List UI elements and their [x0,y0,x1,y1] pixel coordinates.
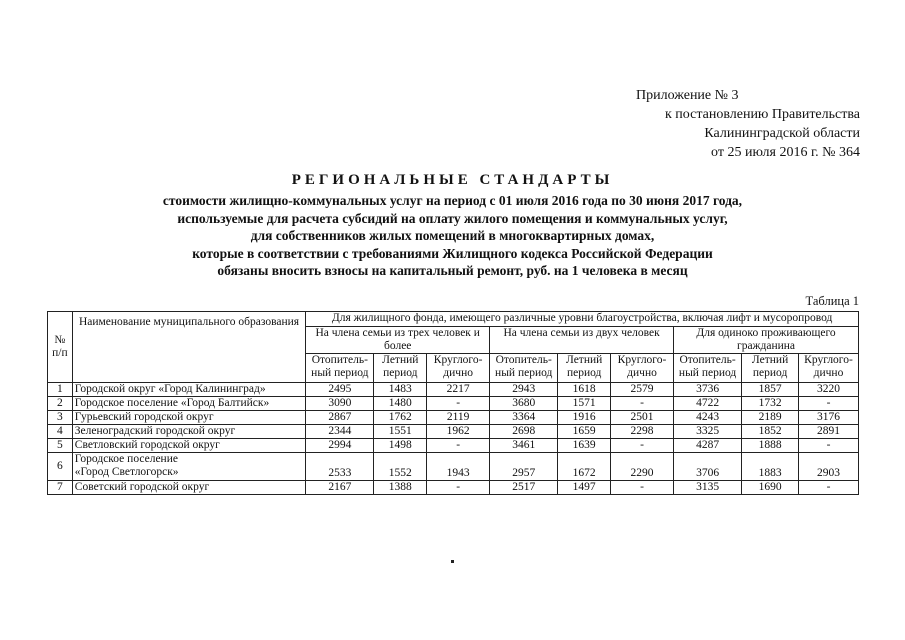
row-value: 2891 [799,425,859,439]
header-period: Отопитель-ный период [674,354,742,383]
row-value: 3736 [674,383,742,397]
table-row [48,439,859,453]
row-value: 2517 [490,481,558,495]
row-value: 3220 [799,383,859,397]
subtitle-line: используемые для расчета субсидий на оплату жилого помещения и коммунальных услуг, [177,210,728,226]
row-value: 1962 [427,425,490,439]
row-value: 2943 [490,383,558,397]
appendix-block [620,86,860,162]
row-value: 1639 [558,439,611,453]
row-value: 1552 [374,453,427,481]
row-value: - [427,481,490,495]
subtitle-line: которые в соответствии с требованиями Жилищного кодекса Российской Федерации [192,245,713,261]
row-value: 4287 [674,439,742,453]
header-subgroup-two: На члена семьи из двух человек [490,327,674,354]
row-value: 1551 [374,425,427,439]
row-value: 1888 [742,439,799,453]
subtitle-line: стоимости жилищно-коммунальных услуг на период с 01 июля 2016 года по 30 июня 2017 года, [162,193,743,208]
row-municipality: Городское поселение «Город Балтийск» [72,397,305,411]
row-value: 2867 [306,411,374,425]
header-subgroup-single: Для одиноко проживающего гражданина [674,327,859,354]
row-value: 2903 [799,453,859,481]
row-value: 2167 [306,481,374,495]
row-value: - [427,439,490,453]
appendix-line-4: от 25 июля 2016 г. № 364 [711,145,860,160]
row-value: 2957 [490,453,558,481]
row-value: - [799,397,859,411]
row-number: 4 [48,425,73,439]
row-number: 7 [48,481,73,495]
municipality-line: Городское поселение [74,453,178,465]
row-value: 1690 [742,481,799,495]
header-period: Отопитель-ный период [490,354,558,383]
row-municipality [72,453,305,481]
row-value: 4722 [674,397,742,411]
row-value: 3090 [306,397,374,411]
header-period: Круглого-дично [799,354,859,383]
appendix-line-3: Калининградской области [704,126,860,141]
municipality-line: «Город Светлогорск» [74,466,179,478]
row-value: 3176 [799,411,859,425]
row-value: 2290 [611,453,674,481]
row-value: - [799,481,859,495]
subtitle-line: обязаны вносить взносы на капитальный ремонт, руб. на 1 человека в месяц [217,263,688,278]
row-value: 2189 [742,411,799,425]
subtitle-line: для собственников жилых помещений в многоквартирных домах, [250,228,655,243]
row-value: 1916 [558,411,611,425]
row-value: 1480 [374,397,427,411]
row-value: 2298 [611,425,674,439]
row-value: 2501 [611,411,674,425]
header-period: Летний период [374,354,427,383]
row-value: 1483 [374,383,427,397]
row-value: 3706 [674,453,742,481]
row-value: 2344 [306,425,374,439]
row-value: 1618 [558,383,611,397]
appendix-line-1: Приложение № 3 [636,88,739,103]
row-value: 1732 [742,397,799,411]
table-row [48,453,859,481]
row-number: 1 [48,383,73,397]
row-value: 2495 [306,383,374,397]
table-row [48,383,859,397]
row-value: - [799,439,859,453]
row-value: - [611,397,674,411]
header-period: Круглого-дично [427,354,490,383]
row-value: 1672 [558,453,611,481]
row-value: 1762 [374,411,427,425]
row-value: 3461 [490,439,558,453]
row-value: - [611,481,674,495]
row-municipality: Городской округ «Город Калининград» [72,383,305,397]
row-municipality: Советский городской округ [72,481,305,495]
row-value: 1498 [374,439,427,453]
appendix-line-2: к постановлению Правительства [664,107,860,122]
row-value: 1388 [374,481,427,495]
row-value: 2698 [490,425,558,439]
scan-speck [451,560,454,563]
row-value: 1857 [742,383,799,397]
row-municipality: Гурьевский городской округ [72,411,305,425]
table-row [48,397,859,411]
row-value: 1659 [558,425,611,439]
row-value: - [427,397,490,411]
row-value: 3364 [490,411,558,425]
table-row [48,481,859,495]
row-number: 6 [48,453,73,481]
header-subgroup-three: На члена семьи из трех человек и более [306,327,490,354]
row-value: 3680 [490,397,558,411]
row-number: 2 [48,397,73,411]
row-value: 1497 [558,481,611,495]
table-row [48,411,859,425]
row-value: 3135 [674,481,742,495]
header-period: Летний период [742,354,799,383]
header-name: Наименование муниципального образования [72,312,305,383]
row-number: 5 [48,439,73,453]
row-value: 2119 [427,411,490,425]
row-number: 3 [48,411,73,425]
row-value: 1852 [742,425,799,439]
row-municipality: Зеленоградский городской округ [72,425,305,439]
table-label: Таблица 1 [805,294,859,308]
header-number: № п/п [48,312,73,383]
row-value: 2217 [427,383,490,397]
row-value: 2994 [306,439,374,453]
row-value: 4243 [674,411,742,425]
header-period: Отопитель-ный период [306,354,374,383]
header-period: Круглого-дично [611,354,674,383]
row-value: 3325 [674,425,742,439]
header-group: Для жилищного фонда, имеющего различные уровни благоустройства, включая лифт и мусоропровод [306,312,859,327]
row-value: 1883 [742,453,799,481]
standards-table [47,311,859,495]
header-period: Летний период [558,354,611,383]
document-subtitle [0,192,905,280]
document-title: РЕГИОНАЛЬНЫЕ СТАНДАРТЫ [291,172,614,188]
row-municipality: Светловский городской округ [72,439,305,453]
row-value: 2579 [611,383,674,397]
row-value: 1571 [558,397,611,411]
row-value: 2533 [306,453,374,481]
row-value: - [611,439,674,453]
row-value: 1943 [427,453,490,481]
table-row [48,425,859,439]
